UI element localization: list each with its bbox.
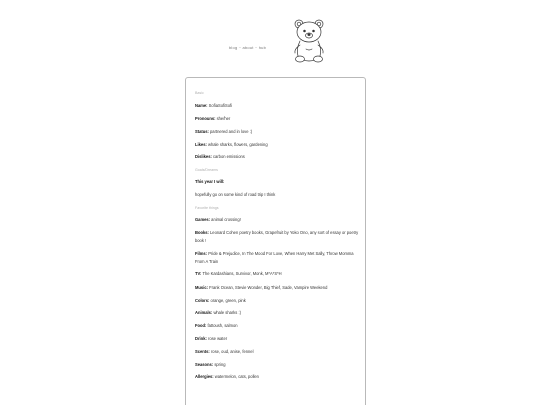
status-entry [195,128,360,136]
music-label: Music: [195,285,208,290]
tv-value: The Kardashians, Survivor, Monk, M*A*S*H [202,271,282,276]
games-value: animal crossing! [211,217,241,222]
music-value: Frank Ocean, Stevie Wonder, Big Thief, Sade, Vampire Weekend [209,285,328,290]
food-entry [195,322,360,330]
pronouns-value: she/her [216,116,231,121]
music-entry [195,284,360,292]
scents-entry [195,348,360,356]
name-value: SofiaSofiSofi [208,103,233,108]
status-value: partnered and in love :) [210,129,253,134]
games-entry [195,216,360,224]
colors-label: Colors: [195,298,210,303]
colors-value: orange, green, pink [210,298,246,303]
books-entry [195,229,360,245]
scents-value: rose, oud, anise, fennel [210,349,254,354]
colors-entry [195,297,360,305]
drink-entry [195,335,360,343]
nav-separator: ~ [238,45,242,50]
films-value: Pride & Prejudice, In The Mood For Love, When Harry Met Sally, Throw Momma From A Train [195,251,354,264]
goals-heading [195,178,360,186]
nav-separator: ~ [254,45,258,50]
profile-card [185,77,366,405]
books-label: Books: [195,230,209,235]
pronouns-entry [195,115,360,123]
pronouns-label: Pronouns: [195,116,216,121]
name-entry [195,102,360,110]
animals-entry [195,309,360,317]
seasons-label: Seasons: [195,362,214,367]
name-label: Name: [195,103,208,108]
food-label: Food: [195,323,207,328]
section-basic-heading: Basic [195,91,204,95]
food-value: fattoush, salmon [207,323,238,328]
likes-value: whale sharks, flowers, gardening [207,142,268,147]
nav-link-blog[interactable]: blog [229,45,238,50]
goals-text: hopefully go on some kind of road trip I think [195,192,276,197]
likes-entry [195,141,360,149]
drink-value: rose water [207,336,228,341]
section-goals-heading: Goals/Dreams [195,168,218,172]
seasons-entry [195,361,360,369]
nav-link-hub[interactable]: hub [258,45,267,50]
goals-heading-text: This year I will: [195,179,225,184]
films-entry [195,250,360,266]
status-label: Status: [195,129,209,134]
games-label: Games: [195,217,211,222]
allergies-label: Allergies: [195,374,214,379]
dislikes-value: carbon emissions [212,154,245,159]
allergies-entry [195,373,360,381]
dislikes-label: Dislikes: [195,154,212,159]
top-nav [229,45,266,50]
films-label: Films: [195,251,208,256]
likes-label: Likes: [195,142,207,147]
books-value: Leonard Cohen poetry books, Grapefruit by Yoko Ono, any sort of essay or poetry book ! [195,230,359,243]
bear-icon [288,16,330,64]
dislikes-entry [195,153,360,161]
drink-label: Drink: [195,336,207,341]
seasons-value: spring [214,362,226,367]
tv-label: TV: [195,271,202,276]
nav-link-about[interactable]: about [242,45,254,50]
tv-entry [195,270,360,278]
animals-label: Animals: [195,310,213,315]
animals-value: whale sharks :) [213,310,241,315]
scents-label: Scents: [195,349,210,354]
section-favorites-heading: Favorite things [195,206,219,210]
allergies-value: watermelon, cats, pollen [214,374,259,379]
